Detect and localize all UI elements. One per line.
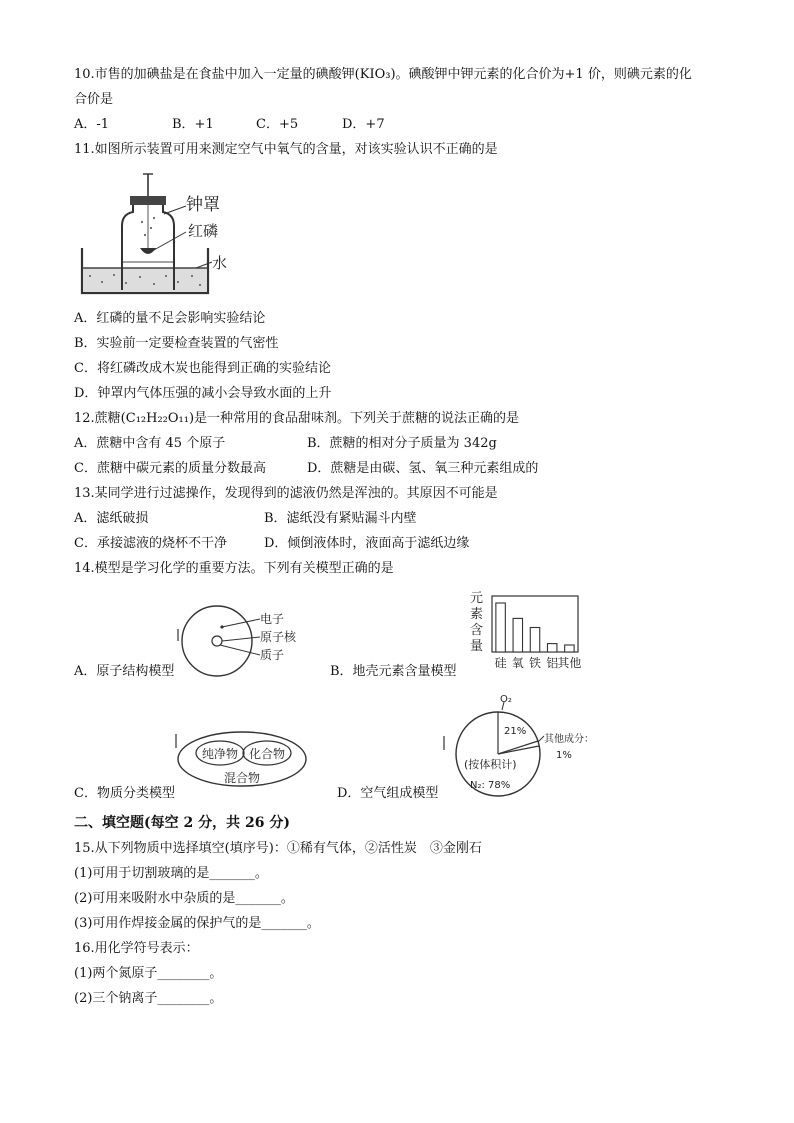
class-label-pure: 纯净物 xyxy=(202,747,239,761)
q13-stem: 13.某同学进行过滤操作，发现得到的滤液仍然是浑浊的。其原因不可能是 xyxy=(74,486,498,501)
q15-stem: 15.从下列物质中选择填空(填序号)：①稀有气体，②活性炭 ③金刚石 xyxy=(74,841,482,856)
crust-bar-2 xyxy=(530,628,539,653)
crust-ylabel-char: 素 xyxy=(470,607,484,622)
q10-option-b: B．+1 xyxy=(172,117,214,132)
q13-option-a: A．滤纸破损 xyxy=(74,511,149,526)
q10-option-c: C．+5 xyxy=(256,117,299,132)
q16-item-2: (2)三个钠离子________。 xyxy=(74,991,223,1006)
crust-bar-1 xyxy=(513,618,522,652)
q15-item-3: (3)可用作焊接金属的保护气的是_______。 xyxy=(74,916,320,931)
crust-ylabel-char: 含 xyxy=(470,623,484,638)
q12-stem: 12.蔗糖(C₁₂H₂₂O₁₁)是一种常用的食品甜味剂。下列关于蔗糖的说法正确的是 xyxy=(74,411,520,426)
q11-option-d: D．钟罩内气体压强的减小会导致水面的上升 xyxy=(74,386,332,401)
q14-stem: 14.模型是学习化学的重要方法。下列有关模型正确的是 xyxy=(74,561,394,576)
q11-option-b: B．实验前一定要检查装置的气密性 xyxy=(74,336,279,351)
q13-option-c: C．承接滤液的烧杯不干净 xyxy=(74,536,227,551)
class-label-compound: 化合物 xyxy=(249,747,286,761)
air-label-basis: (按体积计) xyxy=(464,758,517,771)
q12-option-b: B．蔗糖的相对分子质量为 342g xyxy=(307,436,497,451)
q14-option-c: C．物质分类模型 xyxy=(74,786,175,801)
q16-stem: 16.用化学符号表示： xyxy=(74,941,199,956)
air-label-n2: N₂: 78% xyxy=(470,780,511,791)
crust-category-label: 铝 xyxy=(546,656,559,670)
atom-model-figure xyxy=(172,605,312,685)
classification-model-figure xyxy=(172,728,312,790)
q14-option-d: D．空气组成模型 xyxy=(337,786,439,801)
label-phosphorus: 红磷 xyxy=(188,222,219,240)
q11-option-a: A．红磷的量不足会影响实验结论 xyxy=(74,311,266,326)
air-label-other: 其他成分： xyxy=(544,734,594,745)
q10-line1: 10.市售的加碘盐是在食盐中加入一定量的碘酸钾(KIO₃)。碘酸钾中钾元素的化合价为+1 价，则碘元素的化 xyxy=(74,67,692,82)
atom-label-nucleus: 原子核 xyxy=(260,630,297,644)
bell-jar-figure xyxy=(78,170,258,300)
crust-ylabel-char: 元 xyxy=(470,591,484,606)
label-water: 水 xyxy=(212,254,228,272)
crust-category-label: 其他 xyxy=(557,656,582,670)
air-label-o2: O₂ xyxy=(500,694,512,705)
q12-option-c: C．蔗糖中碳元素的质量分数最高 xyxy=(74,461,266,476)
q10-option-a: A．-1 xyxy=(74,117,110,132)
q13-option-d: D．倾倒液体时，液面高于滤纸边缘 xyxy=(264,536,470,551)
q15-item-1: (1)可用于切割玻璃的是_______。 xyxy=(74,866,268,881)
section2-title: 二、填空题(每空 2 分，共 26 分) xyxy=(74,815,290,831)
air-composition-figure xyxy=(440,694,610,800)
q12-option-d: D．蔗糖是由碳、氢、氧三种元素组成的 xyxy=(307,461,539,476)
air-label-other-pct: 1% xyxy=(556,750,572,761)
label-bell: 钟罩 xyxy=(186,195,220,215)
q12-option-a: A．蔗糖中含有 45 个原子 xyxy=(74,436,226,451)
crust-bar-0 xyxy=(496,603,505,652)
q16-item-1: (1)两个氮原子________。 xyxy=(74,966,223,981)
class-label-mixture: 混合物 xyxy=(224,771,261,785)
q14-option-b: B．地壳元素含量模型 xyxy=(330,664,457,679)
atom-label-electron: 电子 xyxy=(260,612,285,626)
crust-category-label: 铁 xyxy=(528,656,542,670)
crust-category-label: 硅 xyxy=(494,656,507,670)
air-label-o2-pct: 21% xyxy=(504,726,527,737)
atom-label-proton: 质子 xyxy=(260,648,285,662)
q11-option-c: C．将红磷改成木炭也能得到正确的实验结论 xyxy=(74,361,331,376)
q10-line2: 合价是 xyxy=(74,92,114,107)
crust-bar-4 xyxy=(565,645,574,652)
q10-option-d: D．+7 xyxy=(342,117,385,132)
crust-category-label: 氧 xyxy=(511,656,524,670)
crust-ylabel-char: 量 xyxy=(470,639,484,654)
q13-option-b: B．滤纸没有紧贴漏斗内壁 xyxy=(264,511,417,526)
crust-element-chart xyxy=(466,590,586,680)
q15-item-2: (2)可用来吸附水中杂质的是_______。 xyxy=(74,891,294,906)
crust-bar-3 xyxy=(547,644,556,652)
q11-stem: 11.如图所示装置可用来测定空气中氧气的含量，对该实验认识不正确的是 xyxy=(74,142,498,157)
q14-option-a: A．原子结构模型 xyxy=(74,664,175,679)
